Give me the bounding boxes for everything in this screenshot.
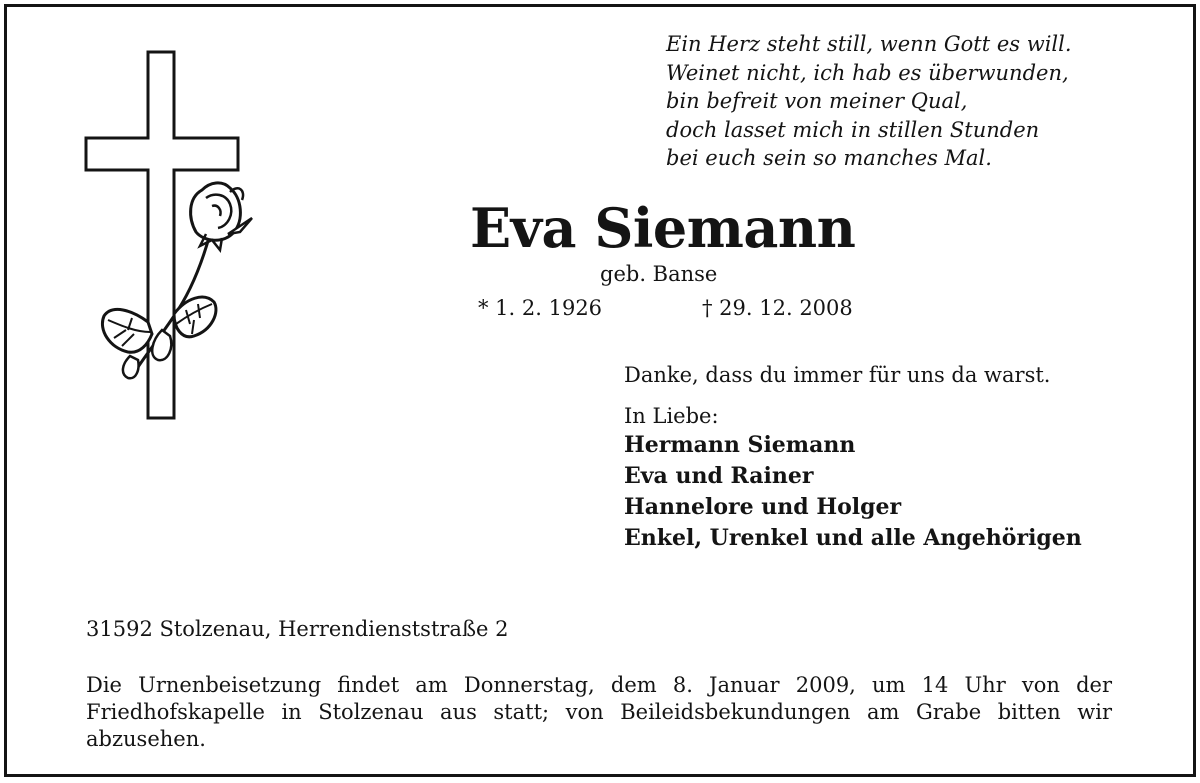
mourner-name: Hermann Siemann <box>624 432 856 458</box>
burial-notice: Die Urnenbeisetzung findet am Donnerstag, dem 8. Januar 2009, um 14 Uhr von der Friedhofskapelle in Stolzenau aus statt; von Beileidsbekundungen am Grabe bitten wir abzusehen. <box>86 673 1112 751</box>
poem-line: bei euch sein so manches Mal. <box>666 146 992 170</box>
thanks-line: Danke, dass du immer für uns da warst. <box>624 363 1051 387</box>
maiden-name: geb. Banse <box>600 262 718 286</box>
poem-line: Weinet nicht, ich hab es überwunden, <box>666 60 1069 85</box>
mourners-list <box>624 430 1082 554</box>
poem-line: Ein Herz steht still, wenn Gott es will. <box>666 32 1072 56</box>
death-date: † 29. 12. 2008 <box>702 296 853 320</box>
mourners-intro: In Liebe: <box>624 404 719 428</box>
mourner-name: Eva und Rainer <box>624 463 814 489</box>
birth-date: * 1. 2. 1926 <box>478 296 603 320</box>
mourner-name: Enkel, Urenkel und alle Angehörigen <box>624 525 1082 551</box>
poem <box>666 30 1166 173</box>
mourner-name: Hannelore und Holger <box>624 494 902 520</box>
cross-with-rose-icon <box>82 48 262 424</box>
poem-line: doch lasset mich in stillen Stunden <box>666 117 1040 142</box>
poem-line: bin befreit von meiner Qual, <box>666 89 968 113</box>
address: 31592 Stolzenau, Herrendienststraße 2 <box>86 617 509 641</box>
deceased-name: Eva Siemann <box>470 196 856 260</box>
